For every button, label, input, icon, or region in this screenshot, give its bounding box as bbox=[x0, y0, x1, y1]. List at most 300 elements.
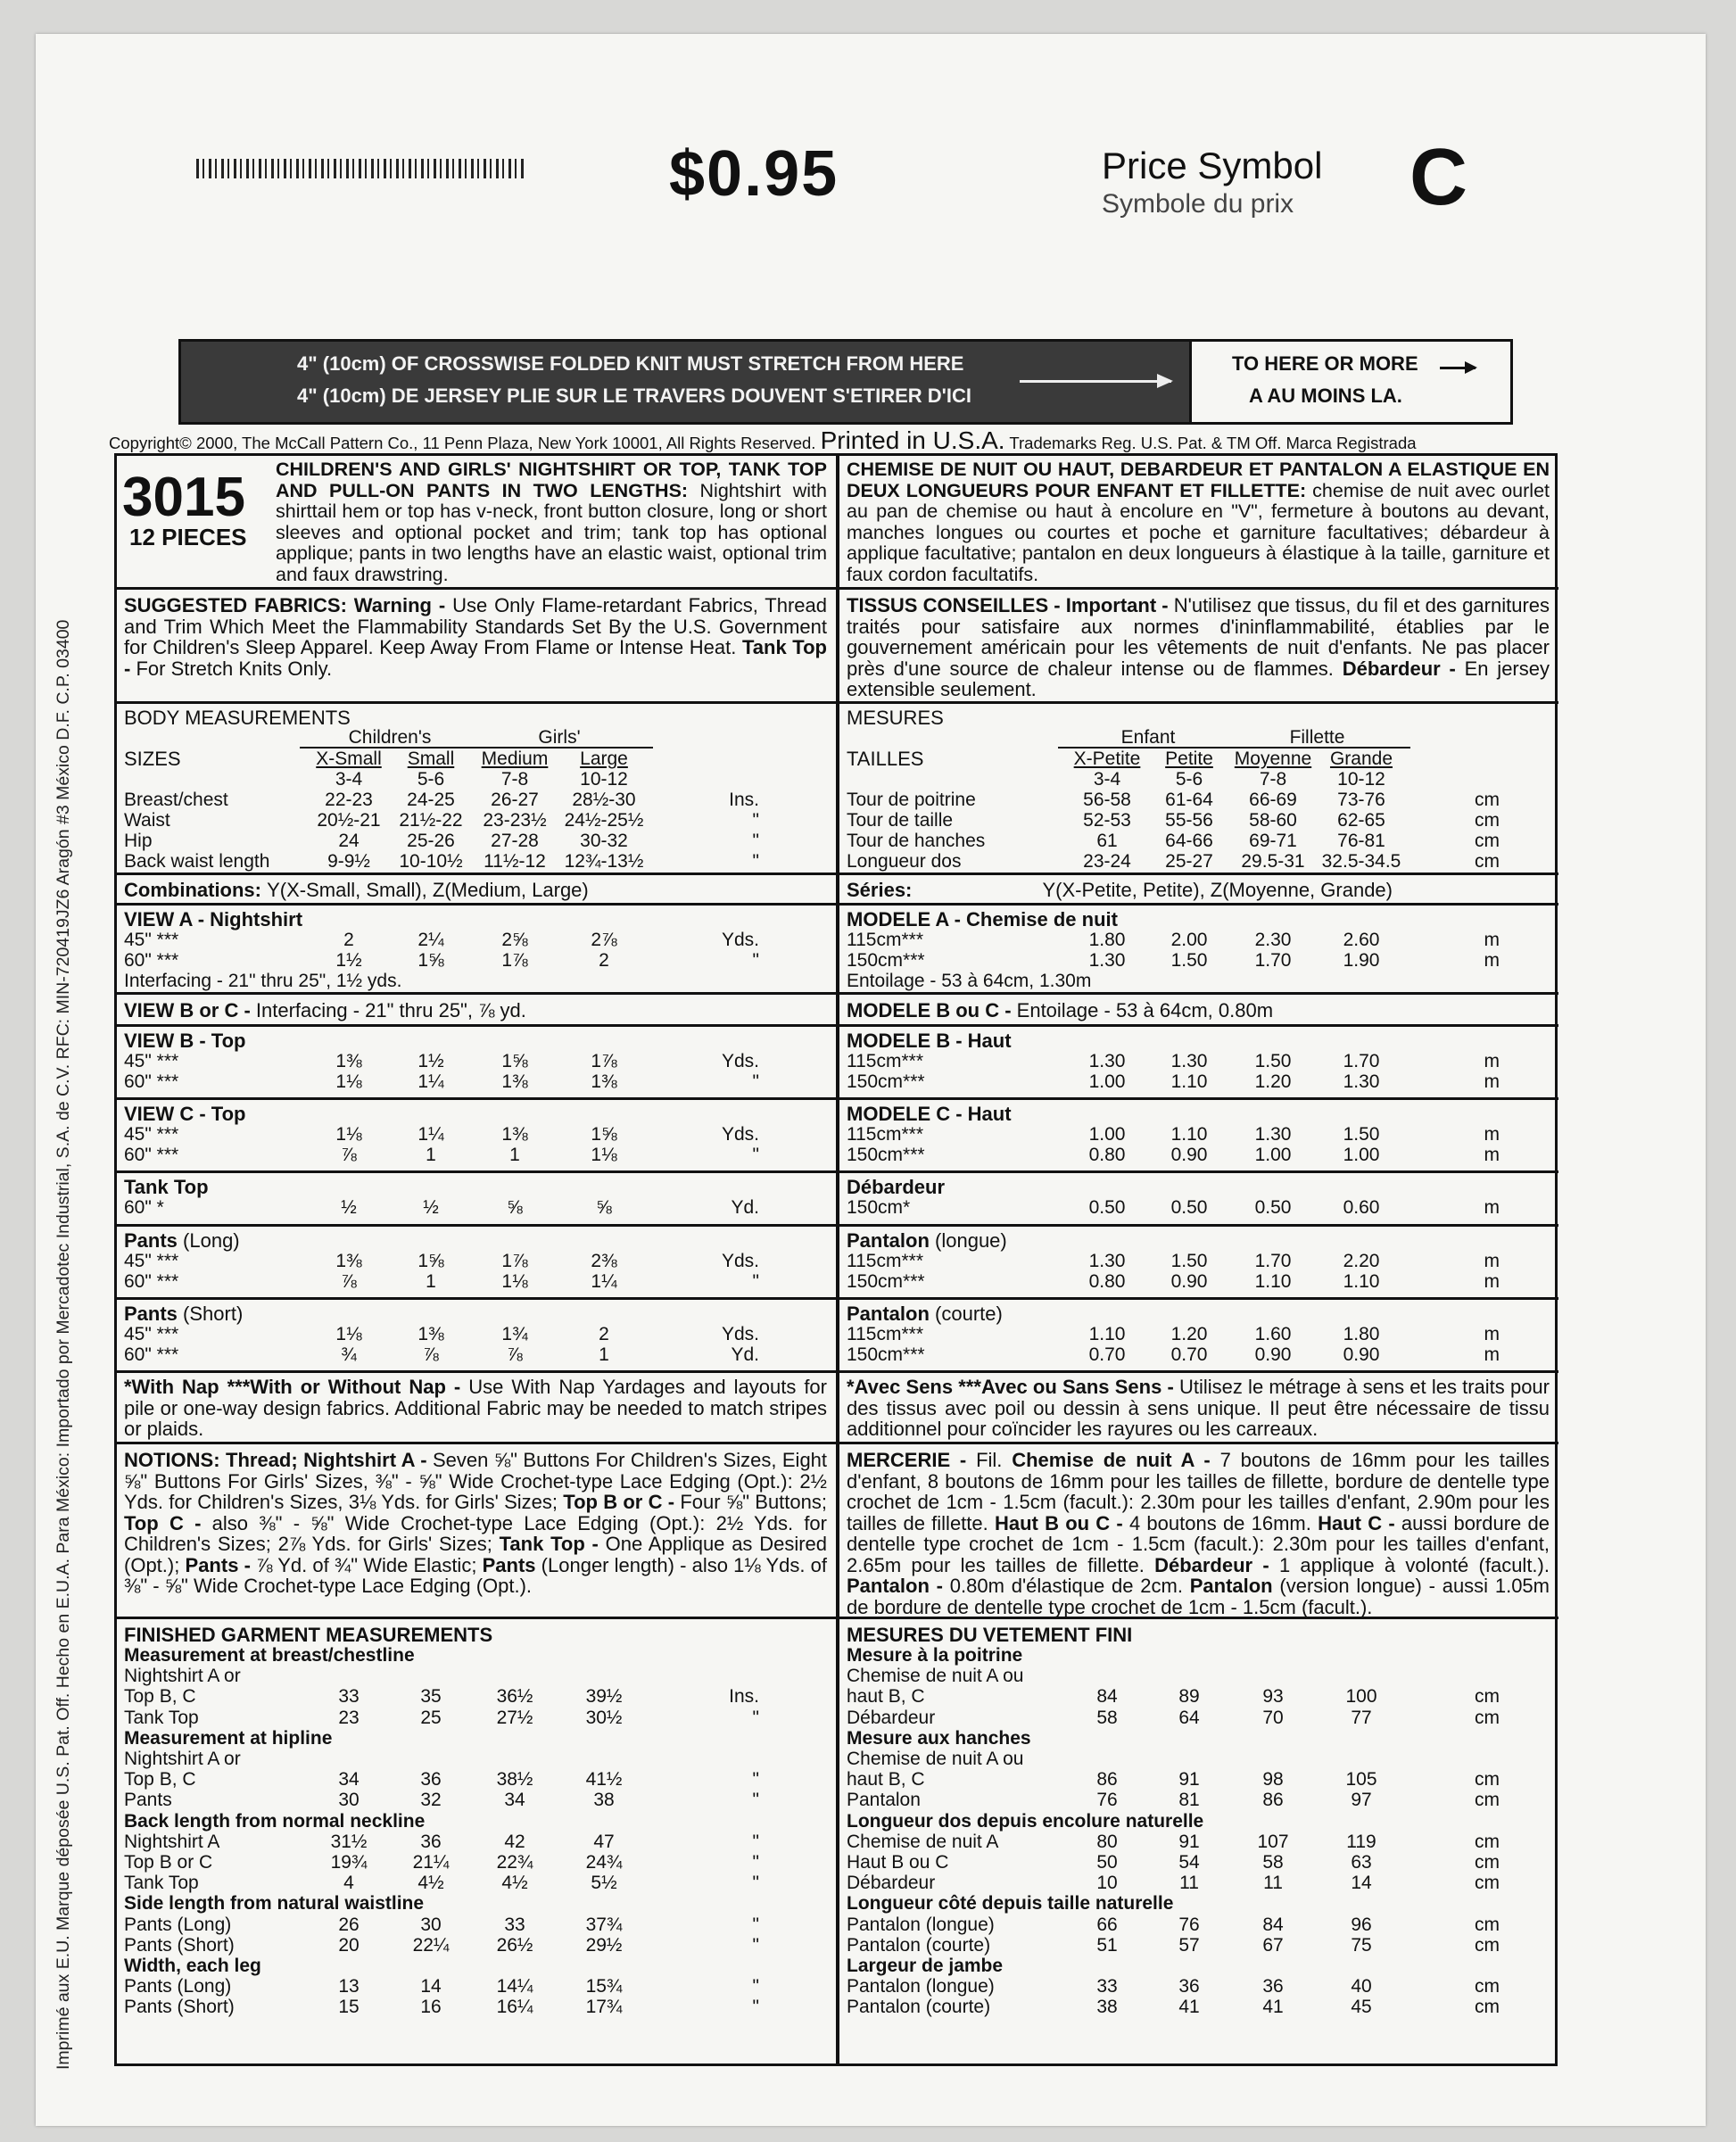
finished-value: 33 bbox=[504, 1914, 525, 1935]
yardage-width: 60" *** bbox=[124, 1344, 179, 1365]
finished-row-label: haut B, C bbox=[847, 1686, 925, 1708]
fabrics-label: SUGGESTED FABRICS: Warning - bbox=[124, 594, 453, 616]
pattern-description bbox=[276, 459, 827, 585]
tank-top-section bbox=[839, 1173, 1558, 1227]
size-range: 3-4 bbox=[1093, 769, 1121, 790]
view-a-section bbox=[117, 906, 836, 995]
yardage-value: 1½ bbox=[335, 950, 362, 971]
notions-part: Débardeur - bbox=[1154, 1553, 1279, 1576]
fabrics-section bbox=[839, 590, 1558, 704]
finished-value: 119 bbox=[1346, 1831, 1376, 1852]
yardage-value: 1⅛ bbox=[335, 1324, 362, 1344]
yardage-unit: m bbox=[1484, 950, 1500, 971]
finished-unit: cm bbox=[1475, 1934, 1500, 1956]
combinations-value: Y(X-Small, Small), Z(Medium, Large) bbox=[267, 879, 589, 901]
yardage-value: 1.00 bbox=[1254, 1145, 1292, 1165]
finished-heading: Largeur de jambe bbox=[847, 1956, 1004, 1976]
notions-part: Top C - bbox=[124, 1511, 212, 1534]
sizes-label: TAILLES bbox=[847, 748, 924, 770]
yardage-value: 1.50 bbox=[1343, 1124, 1380, 1145]
yardage-value: 2⅞ bbox=[591, 930, 617, 950]
finished-unit: " bbox=[752, 1997, 759, 2018]
yardage-value: 1.10 bbox=[1343, 1271, 1380, 1292]
finished-value: 58 bbox=[1262, 1852, 1284, 1873]
body-row-value: 76-81 bbox=[1337, 831, 1385, 851]
body-row-value: 30-32 bbox=[580, 831, 628, 851]
finished-row-label: Top B or C bbox=[124, 1852, 213, 1873]
finished-value: 19¾ bbox=[330, 1852, 368, 1873]
notions-part: Pantalon - bbox=[847, 1575, 950, 1597]
body-row-unit: " bbox=[752, 831, 759, 851]
finished-value: 14 bbox=[1351, 1873, 1372, 1894]
body-row-value: 26-27 bbox=[491, 790, 539, 810]
yardage-width: 150cm*** bbox=[847, 950, 925, 971]
body-row-unit: " bbox=[752, 810, 759, 831]
body-row-unit: " bbox=[752, 851, 759, 872]
notions-part: NOTIONS: bbox=[124, 1449, 227, 1471]
finished-value: 76 bbox=[1178, 1914, 1200, 1935]
finished-heading: Width, each leg bbox=[124, 1956, 261, 1976]
finished-value: 47 bbox=[593, 1831, 615, 1852]
yardage-unit: " bbox=[752, 1145, 759, 1165]
finished-value: 41 bbox=[1262, 1997, 1284, 2018]
yardage-value: 1.00 bbox=[1343, 1145, 1380, 1165]
finished-heading: Longueur dos depuis encolure naturelle bbox=[847, 1810, 1204, 1832]
notions-section bbox=[839, 1444, 1558, 1619]
price-letter: C bbox=[1409, 133, 1467, 222]
yardage-value: 1¼ bbox=[417, 1071, 444, 1092]
yardage-value: 2 bbox=[343, 930, 354, 950]
combinations-label: Séries: bbox=[847, 879, 918, 901]
finished-value: 86 bbox=[1262, 1790, 1284, 1811]
yardage-unit: Yds. bbox=[721, 1051, 759, 1071]
view-title-sub: (Short) bbox=[177, 1303, 244, 1325]
yardage-unit: Yds. bbox=[721, 1251, 759, 1271]
yardage-width: 115cm*** bbox=[847, 930, 923, 950]
combinations-value: Y(X-Petite, Petite), Z(Moyenne, Grande) bbox=[1042, 879, 1393, 901]
yardage-unit: Yd. bbox=[731, 1344, 759, 1365]
yardage-value: 1⅛ bbox=[501, 1271, 528, 1292]
yardage-value: 1.00 bbox=[1088, 1071, 1126, 1092]
finished-row-label: Pants bbox=[124, 1790, 172, 1811]
yardage-value: ⅞ bbox=[423, 1344, 439, 1365]
view-title-main: Tank Top bbox=[124, 1176, 209, 1198]
view-title bbox=[124, 909, 302, 930]
body-row-value: 24½-25½ bbox=[564, 810, 644, 831]
finished-heading: Side length from natural waistline bbox=[124, 1893, 425, 1915]
finished-value: 4½ bbox=[501, 1873, 528, 1894]
body-row-value: 28½-30 bbox=[572, 790, 636, 810]
body-row-value: 23-23½ bbox=[483, 810, 547, 831]
yardage-unit: m bbox=[1484, 1071, 1500, 1092]
view-title-sub: (Long) bbox=[177, 1229, 240, 1252]
view-a-section bbox=[839, 906, 1558, 995]
combinations-text bbox=[847, 880, 1393, 900]
view-title bbox=[124, 1230, 240, 1251]
nap-label: *Avec Sens ***Avec ou Sans Sens - bbox=[847, 1376, 1179, 1398]
yardage-value: 1⅜ bbox=[335, 1051, 362, 1071]
yardage-unit: " bbox=[752, 1271, 759, 1292]
finished-value: 36 bbox=[420, 1831, 442, 1852]
view-title bbox=[124, 1104, 245, 1124]
finished-value: 26½ bbox=[496, 1934, 533, 1956]
yardage-width: 45" *** bbox=[124, 930, 179, 950]
view-bc-label: MODELE B ou C - bbox=[847, 999, 1017, 1021]
finished-value: 36 bbox=[1262, 1976, 1284, 1997]
size-name: Moyenne bbox=[1234, 748, 1312, 769]
view-c-section bbox=[839, 1100, 1558, 1173]
body-row-value: 24-25 bbox=[407, 790, 455, 810]
view-bc-text bbox=[124, 1000, 526, 1021]
stretch-gauge bbox=[178, 339, 1513, 425]
fabrics-tank-label: Débardeur - bbox=[1342, 657, 1465, 680]
finished-value: 25 bbox=[420, 1707, 442, 1728]
yardage-value: 1¼ bbox=[417, 1124, 444, 1145]
finished-value: 105 bbox=[1345, 1769, 1377, 1791]
yardage-value: ½ bbox=[341, 1197, 357, 1218]
fabrics-body: N'utilisez que tissus, du fil et des garnitures traités pour satisfaire aux normes d'ininflammabilité, établies par le gouvernement américain pour les vêtements de nuit d'enfants. Ne pas placer près d'une source de chaleur intense ou de flammes. bbox=[847, 594, 1550, 680]
size-name: Medium bbox=[481, 748, 549, 769]
yardage-unit: Yd. bbox=[731, 1197, 759, 1218]
notions-part: aussi bordure de dentelle type crochet de 1cm - 1.5cm (facult.): 2.30m pour les tailles d'enfant, 2.65m pour les tailles de fillette. bbox=[847, 1511, 1550, 1576]
nap-section bbox=[839, 1373, 1558, 1444]
notions-part: Thread; bbox=[226, 1449, 304, 1471]
notions-part: 0.80m d'élastique de 2cm. bbox=[949, 1575, 1190, 1597]
yardage-width: 115cm*** bbox=[847, 1251, 923, 1271]
finished-unit: cm bbox=[1475, 1976, 1500, 1997]
yardage-width: 60" *** bbox=[124, 1145, 179, 1165]
finished-unit: Ins. bbox=[729, 1686, 759, 1708]
finished-heading: Measurement at breast/chestline bbox=[124, 1645, 415, 1666]
finished-row-label: Pantalon (longue) bbox=[847, 1976, 995, 1997]
finished-row-label: Pantalon (courte) bbox=[847, 1997, 991, 2018]
finished-value: 100 bbox=[1345, 1686, 1377, 1708]
body-row-value: 61-64 bbox=[1165, 790, 1213, 810]
finished-unit: cm bbox=[1475, 1707, 1500, 1728]
finished-unit: cm bbox=[1475, 1686, 1500, 1708]
body-row-label: Tour de poitrine bbox=[847, 790, 976, 810]
yardage-value: 1½ bbox=[417, 1051, 444, 1071]
finished-value: 35 bbox=[420, 1686, 442, 1708]
notions-part: Haut B ou C - bbox=[994, 1511, 1129, 1534]
body-row-value: 24 bbox=[338, 831, 360, 851]
yardage-value: 1 bbox=[599, 1344, 609, 1365]
body-row-label: Back waist length bbox=[124, 851, 270, 872]
finished-value: 75 bbox=[1351, 1934, 1372, 1956]
finished-heading: Mesure aux hanches bbox=[847, 1727, 1031, 1749]
finished-value: 21¼ bbox=[412, 1852, 450, 1873]
body-row-label: Tour de hanches bbox=[847, 831, 986, 851]
price-symbol-label: Price Symbol bbox=[1102, 145, 1323, 186]
pattern-number: 3015 bbox=[122, 467, 245, 528]
price-header bbox=[161, 132, 1677, 222]
finished-value: 70 bbox=[1262, 1707, 1284, 1728]
finished-value: 76 bbox=[1096, 1790, 1118, 1811]
notions-section bbox=[117, 1444, 836, 1619]
notions-part: Pantalon bbox=[1189, 1575, 1280, 1597]
view-title bbox=[847, 909, 1118, 930]
body-row-value: 32.5-34.5 bbox=[1321, 851, 1401, 872]
finished-row-label: Pants (Short) bbox=[124, 1934, 235, 1956]
body-row-label: Tour de taille bbox=[847, 810, 954, 831]
finished-value: 107 bbox=[1257, 1831, 1289, 1852]
arrow-right-icon bbox=[1440, 367, 1476, 369]
yardage-width: 60" * bbox=[124, 1197, 164, 1218]
body-row-unit: cm bbox=[1475, 790, 1500, 810]
yardage-unit: Yds. bbox=[721, 930, 759, 950]
pattern-info-table bbox=[114, 453, 1558, 2066]
yardage-unit: m bbox=[1484, 1251, 1500, 1271]
finished-value: 84 bbox=[1096, 1686, 1118, 1708]
notions-part: 1 applique à volonté (facult.). bbox=[1278, 1553, 1550, 1576]
yardage-value: ½ bbox=[423, 1197, 439, 1218]
finished-value: 41½ bbox=[585, 1769, 623, 1791]
finished-unit: cm bbox=[1475, 1997, 1500, 2018]
fabrics-section bbox=[117, 590, 836, 704]
view-title-main: Débardeur bbox=[847, 1176, 946, 1198]
finished-heading: Mesure à la poitrine bbox=[847, 1645, 1023, 1666]
finished-row-label: haut B, C bbox=[847, 1769, 925, 1791]
finished-value: 98 bbox=[1262, 1769, 1284, 1791]
yardage-unit: m bbox=[1484, 1344, 1500, 1365]
body-row-label: Waist bbox=[124, 810, 170, 831]
notions-part: Pants bbox=[482, 1553, 541, 1576]
view-bc-text bbox=[847, 1000, 1273, 1021]
stretch-text-fr: 4" (10cm) DE JERSEY PLIE SUR LE TRAVERS DOUVENT S'ETIRER D'ICI bbox=[297, 385, 972, 407]
finished-value: 31½ bbox=[330, 1831, 368, 1852]
view-title-sub: (longue) bbox=[929, 1229, 1007, 1252]
body-measurements-title: MESURES bbox=[847, 707, 944, 729]
yardage-unit: m bbox=[1484, 1197, 1500, 1218]
finished-value: 40 bbox=[1351, 1976, 1372, 1997]
finished-unit: cm bbox=[1475, 1831, 1500, 1852]
notions-part: Seven ⅝" Buttons For Children's Sizes, Eight ⅝" Buttons For Girls' Sizes, ⅜" - ⅝" Wide Crochet-type Lace Edging (Opt.): 2½ Yds. for Children's Sizes, 3⅛ Yds. for Girls' Sizes; bbox=[124, 1449, 828, 1513]
finished-value: 16¼ bbox=[496, 1997, 533, 2018]
finished-value: 26 bbox=[338, 1914, 360, 1935]
nap-section bbox=[117, 1373, 836, 1444]
yardage-value: 2 bbox=[599, 950, 609, 971]
finished-unit: " bbox=[752, 1707, 759, 1728]
nap-body: Use With Nap Yardages and layouts for pile or one-way design fabrics. Additional Fabric may be needed to match stripes or plaids. bbox=[124, 1376, 827, 1440]
finished-row-label: Top B, C bbox=[124, 1769, 196, 1791]
yardage-value: 0.90 bbox=[1170, 1271, 1208, 1292]
sizes-label: SIZES bbox=[124, 748, 181, 770]
body-row-value: 52-53 bbox=[1083, 810, 1131, 831]
finished-row-label: Nightshirt A or bbox=[124, 1749, 241, 1769]
trademark-text: Trademarks Reg. U.S. Pat. & TM Off. Marca Registrada bbox=[1009, 434, 1417, 452]
view-title bbox=[124, 1030, 245, 1051]
size-name: Grande bbox=[1329, 748, 1393, 769]
stretch-text-en: 4" (10cm) OF CROSSWISE FOLDED KNIT MUST STRETCH FROM HERE bbox=[297, 352, 964, 375]
finished-value: 30½ bbox=[585, 1707, 623, 1728]
yardage-value: 1.70 bbox=[1343, 1051, 1380, 1071]
view-title-main: MODELE C - Haut bbox=[847, 1103, 1012, 1125]
arrow-right-icon bbox=[1020, 380, 1171, 383]
finished-value: 34 bbox=[338, 1769, 360, 1791]
size-range: 3-4 bbox=[335, 769, 363, 790]
body-row-label: Longueur dos bbox=[847, 851, 962, 872]
copyright-text: Copyright© 2000, The McCall Pattern Co., 11 Penn Plaza, New York 10001, All Rights Reserved. bbox=[109, 434, 816, 452]
finished-heading: Longueur côté depuis taille naturelle bbox=[847, 1893, 1174, 1915]
finished-value: 57 bbox=[1178, 1934, 1200, 1956]
notions-part: (version longue) - aussi 1.05m de bordure de dentelle type crochet de 1cm - 1.5cm (facult.). bbox=[847, 1575, 1550, 1618]
finished-value: 84 bbox=[1262, 1914, 1284, 1935]
yardage-value: 1.30 bbox=[1170, 1051, 1208, 1071]
body-row-value: 73-76 bbox=[1337, 790, 1385, 810]
finished-heading: Back length from normal neckline bbox=[124, 1810, 426, 1832]
finished-unit: " bbox=[752, 1852, 759, 1873]
finished-title: MESURES DU VETEMENT FINI bbox=[847, 1624, 1133, 1646]
notions-part: (Longer length) - also 1⅛ Yds. of ⅜" - ⅝" Wide Crochet-type Lace Edging (Opt.). bbox=[124, 1553, 827, 1597]
yardage-value: 1⅝ bbox=[591, 1124, 617, 1145]
group-girls: Girls' bbox=[538, 727, 581, 748]
yardage-width: 45" *** bbox=[124, 1324, 179, 1344]
finished-value: 39½ bbox=[585, 1686, 623, 1708]
yardage-unit: m bbox=[1484, 1324, 1500, 1344]
yardage-value: 1.10 bbox=[1170, 1071, 1208, 1092]
finished-unit: " bbox=[752, 1976, 759, 1997]
finished-value: 96 bbox=[1351, 1914, 1372, 1935]
body-row-value: 27-28 bbox=[491, 831, 539, 851]
view-bc-label: VIEW B or C - bbox=[124, 999, 256, 1021]
notions-part: 7 boutons de 16mm pour les tailles d'enfant, 8 boutons de 16mm pour les tailles de fillette, bordure de dentelle type crochet de 1cm - 1.5cm (facult.): 2.30m pour les tailles d'enfant, 2.90m pour les tailles de fillette. bbox=[847, 1449, 1550, 1534]
notions-part: Tank Top - bbox=[499, 1533, 606, 1555]
view-title bbox=[847, 1104, 1012, 1124]
view-bc-interfacing: Entoilage - 53 à 64cm, 0.80m bbox=[1016, 999, 1274, 1021]
body-row-value: 62-65 bbox=[1337, 810, 1385, 831]
yardage-value: 1⅝ bbox=[417, 950, 444, 971]
finished-section bbox=[839, 1619, 1558, 2063]
yardage-value: 1⅞ bbox=[501, 950, 528, 971]
body-row-value: 12¾-13½ bbox=[564, 851, 644, 872]
notions-part: Chemise de nuit A - bbox=[1012, 1449, 1220, 1471]
yardage-width: 150cm*** bbox=[847, 1271, 925, 1292]
yardage-value: 1.30 bbox=[1343, 1071, 1380, 1092]
copyright-line bbox=[109, 426, 1554, 455]
combinations-label: Combinations: bbox=[124, 879, 268, 901]
finished-row-label: Top B, C bbox=[124, 1686, 196, 1708]
yardage-value: 1 bbox=[426, 1271, 436, 1292]
pants-long-section bbox=[117, 1227, 836, 1300]
view-title-main: MODELE B - Haut bbox=[847, 1030, 1012, 1052]
yardage-value: 0.80 bbox=[1088, 1271, 1126, 1292]
yardage-unit: m bbox=[1484, 1124, 1500, 1145]
price-symbol-fr: Symbole du prix bbox=[1102, 189, 1294, 219]
finished-unit: " bbox=[752, 1769, 759, 1791]
combinations-section bbox=[117, 875, 836, 906]
finished-value: 14 bbox=[420, 1976, 442, 1997]
yardage-value: 1⅜ bbox=[335, 1251, 362, 1271]
yardage-unit: " bbox=[752, 950, 759, 971]
yardage-value: 1 bbox=[509, 1145, 520, 1165]
stretch-gauge-from bbox=[181, 342, 1189, 422]
yardage-value: 0.50 bbox=[1170, 1197, 1208, 1218]
yardage-value: 1.70 bbox=[1254, 1251, 1292, 1271]
finished-unit: cm bbox=[1475, 1852, 1500, 1873]
fabrics-body: Use Only Flame-retardant Fabrics, Thread and Trim Which Meet the Flammability Standards Set By the U.S. Government for Children's Sleep Apparel. Keep Away From Flame or Intense Heat. bbox=[124, 594, 827, 658]
finished-unit: cm bbox=[1475, 1873, 1500, 1894]
finished-unit: " bbox=[752, 1914, 759, 1935]
size-range: 10-12 bbox=[1337, 769, 1385, 790]
finished-value: 34 bbox=[504, 1790, 525, 1811]
yardage-value: ⅞ bbox=[341, 1271, 357, 1292]
view-title-main: Pantalon bbox=[847, 1303, 930, 1325]
finished-value: 45 bbox=[1351, 1997, 1372, 2018]
finished-value: 4 bbox=[343, 1873, 354, 1894]
body-row-value: 69-71 bbox=[1249, 831, 1297, 851]
yardage-value: 1⅝ bbox=[417, 1251, 444, 1271]
view-bc-section bbox=[117, 995, 836, 1027]
stretch-gauge-to bbox=[1189, 342, 1513, 422]
body-row-label: Hip bbox=[124, 831, 153, 851]
view-title bbox=[124, 1177, 209, 1197]
yardage-value: 1 bbox=[426, 1145, 436, 1165]
yardage-value: 2.20 bbox=[1343, 1251, 1380, 1271]
view-title-main: VIEW B - Top bbox=[124, 1030, 246, 1052]
interfacing-text: Interfacing - 21" thru 25", 1½ yds. bbox=[124, 971, 402, 991]
yardage-value: 1.20 bbox=[1170, 1324, 1208, 1344]
body-row-unit: Ins. bbox=[729, 790, 759, 810]
barcode bbox=[196, 159, 526, 178]
body-row-value: 11½-12 bbox=[484, 851, 546, 872]
yardage-width: 150cm*** bbox=[847, 1071, 925, 1092]
yardage-value: 1.60 bbox=[1254, 1324, 1292, 1344]
yardage-width: 60" *** bbox=[124, 1071, 179, 1092]
pattern-desc-text: Nightshirt with shirttail hem or top has v-neck, front button closure, long or short sleeves and optional pocket and trim; tank top has optional applique; pants in two lengths have an elastic waist, optional trim and faux drawstring. bbox=[276, 479, 827, 585]
yardage-value: 2.00 bbox=[1170, 930, 1208, 950]
view-title-main: VIEW C - Top bbox=[124, 1103, 246, 1125]
price: $0.95 bbox=[669, 138, 839, 210]
yardage-value: 1¼ bbox=[591, 1271, 617, 1292]
finished-value: 30 bbox=[338, 1790, 360, 1811]
view-title-sub: (courte) bbox=[929, 1303, 1003, 1325]
yardage-width: 115cm*** bbox=[847, 1324, 923, 1344]
yardage-width: 150cm*** bbox=[847, 1344, 925, 1365]
pants-long-section bbox=[839, 1227, 1558, 1300]
yardage-unit: m bbox=[1484, 1145, 1500, 1165]
view-title-main: Pantalon bbox=[847, 1229, 930, 1252]
finished-value: 42 bbox=[504, 1831, 525, 1852]
notions-part: One Applique as Desired (Opt.); bbox=[124, 1533, 827, 1576]
yardage-unit: " bbox=[752, 1071, 759, 1092]
yardage-width: 115cm*** bbox=[847, 1124, 923, 1145]
yardage-value: 1.30 bbox=[1088, 1251, 1126, 1271]
yardage-value: 1.10 bbox=[1254, 1271, 1292, 1292]
finished-row-label: Chemise de nuit A ou bbox=[847, 1666, 1024, 1687]
notions-part: MERCERIE - bbox=[847, 1449, 977, 1471]
view-title bbox=[124, 1303, 243, 1324]
finished-row-label: Tank Top bbox=[124, 1707, 199, 1728]
finished-value: 33 bbox=[338, 1686, 360, 1708]
finished-value: 97 bbox=[1351, 1790, 1372, 1811]
finished-value: 89 bbox=[1178, 1686, 1200, 1708]
notions-part: Haut C - bbox=[1318, 1511, 1401, 1534]
body-measurements-section bbox=[839, 704, 1558, 875]
description-section bbox=[117, 456, 836, 590]
yardage-value: 1.50 bbox=[1170, 950, 1208, 971]
view-title bbox=[847, 1230, 1007, 1251]
yardage-value: 2.30 bbox=[1254, 930, 1292, 950]
yardage-unit: Yds. bbox=[721, 1324, 759, 1344]
yardage-value: 0.80 bbox=[1088, 1145, 1126, 1165]
yardage-value: ⅝ bbox=[507, 1197, 523, 1218]
finished-row-label: Nightshirt A bbox=[124, 1831, 220, 1852]
finished-title: FINISHED GARMENT MEASUREMENTS bbox=[124, 1624, 493, 1646]
stretch-to-en: TO HERE OR MORE bbox=[1232, 352, 1418, 375]
fabrics-tank-text: For Stretch Knits Only. bbox=[136, 657, 333, 680]
notions-part: ⅞ Yd. of ¾" Wide Elastic; bbox=[256, 1553, 483, 1576]
finished-row-label: Pants (Long) bbox=[124, 1976, 232, 1997]
